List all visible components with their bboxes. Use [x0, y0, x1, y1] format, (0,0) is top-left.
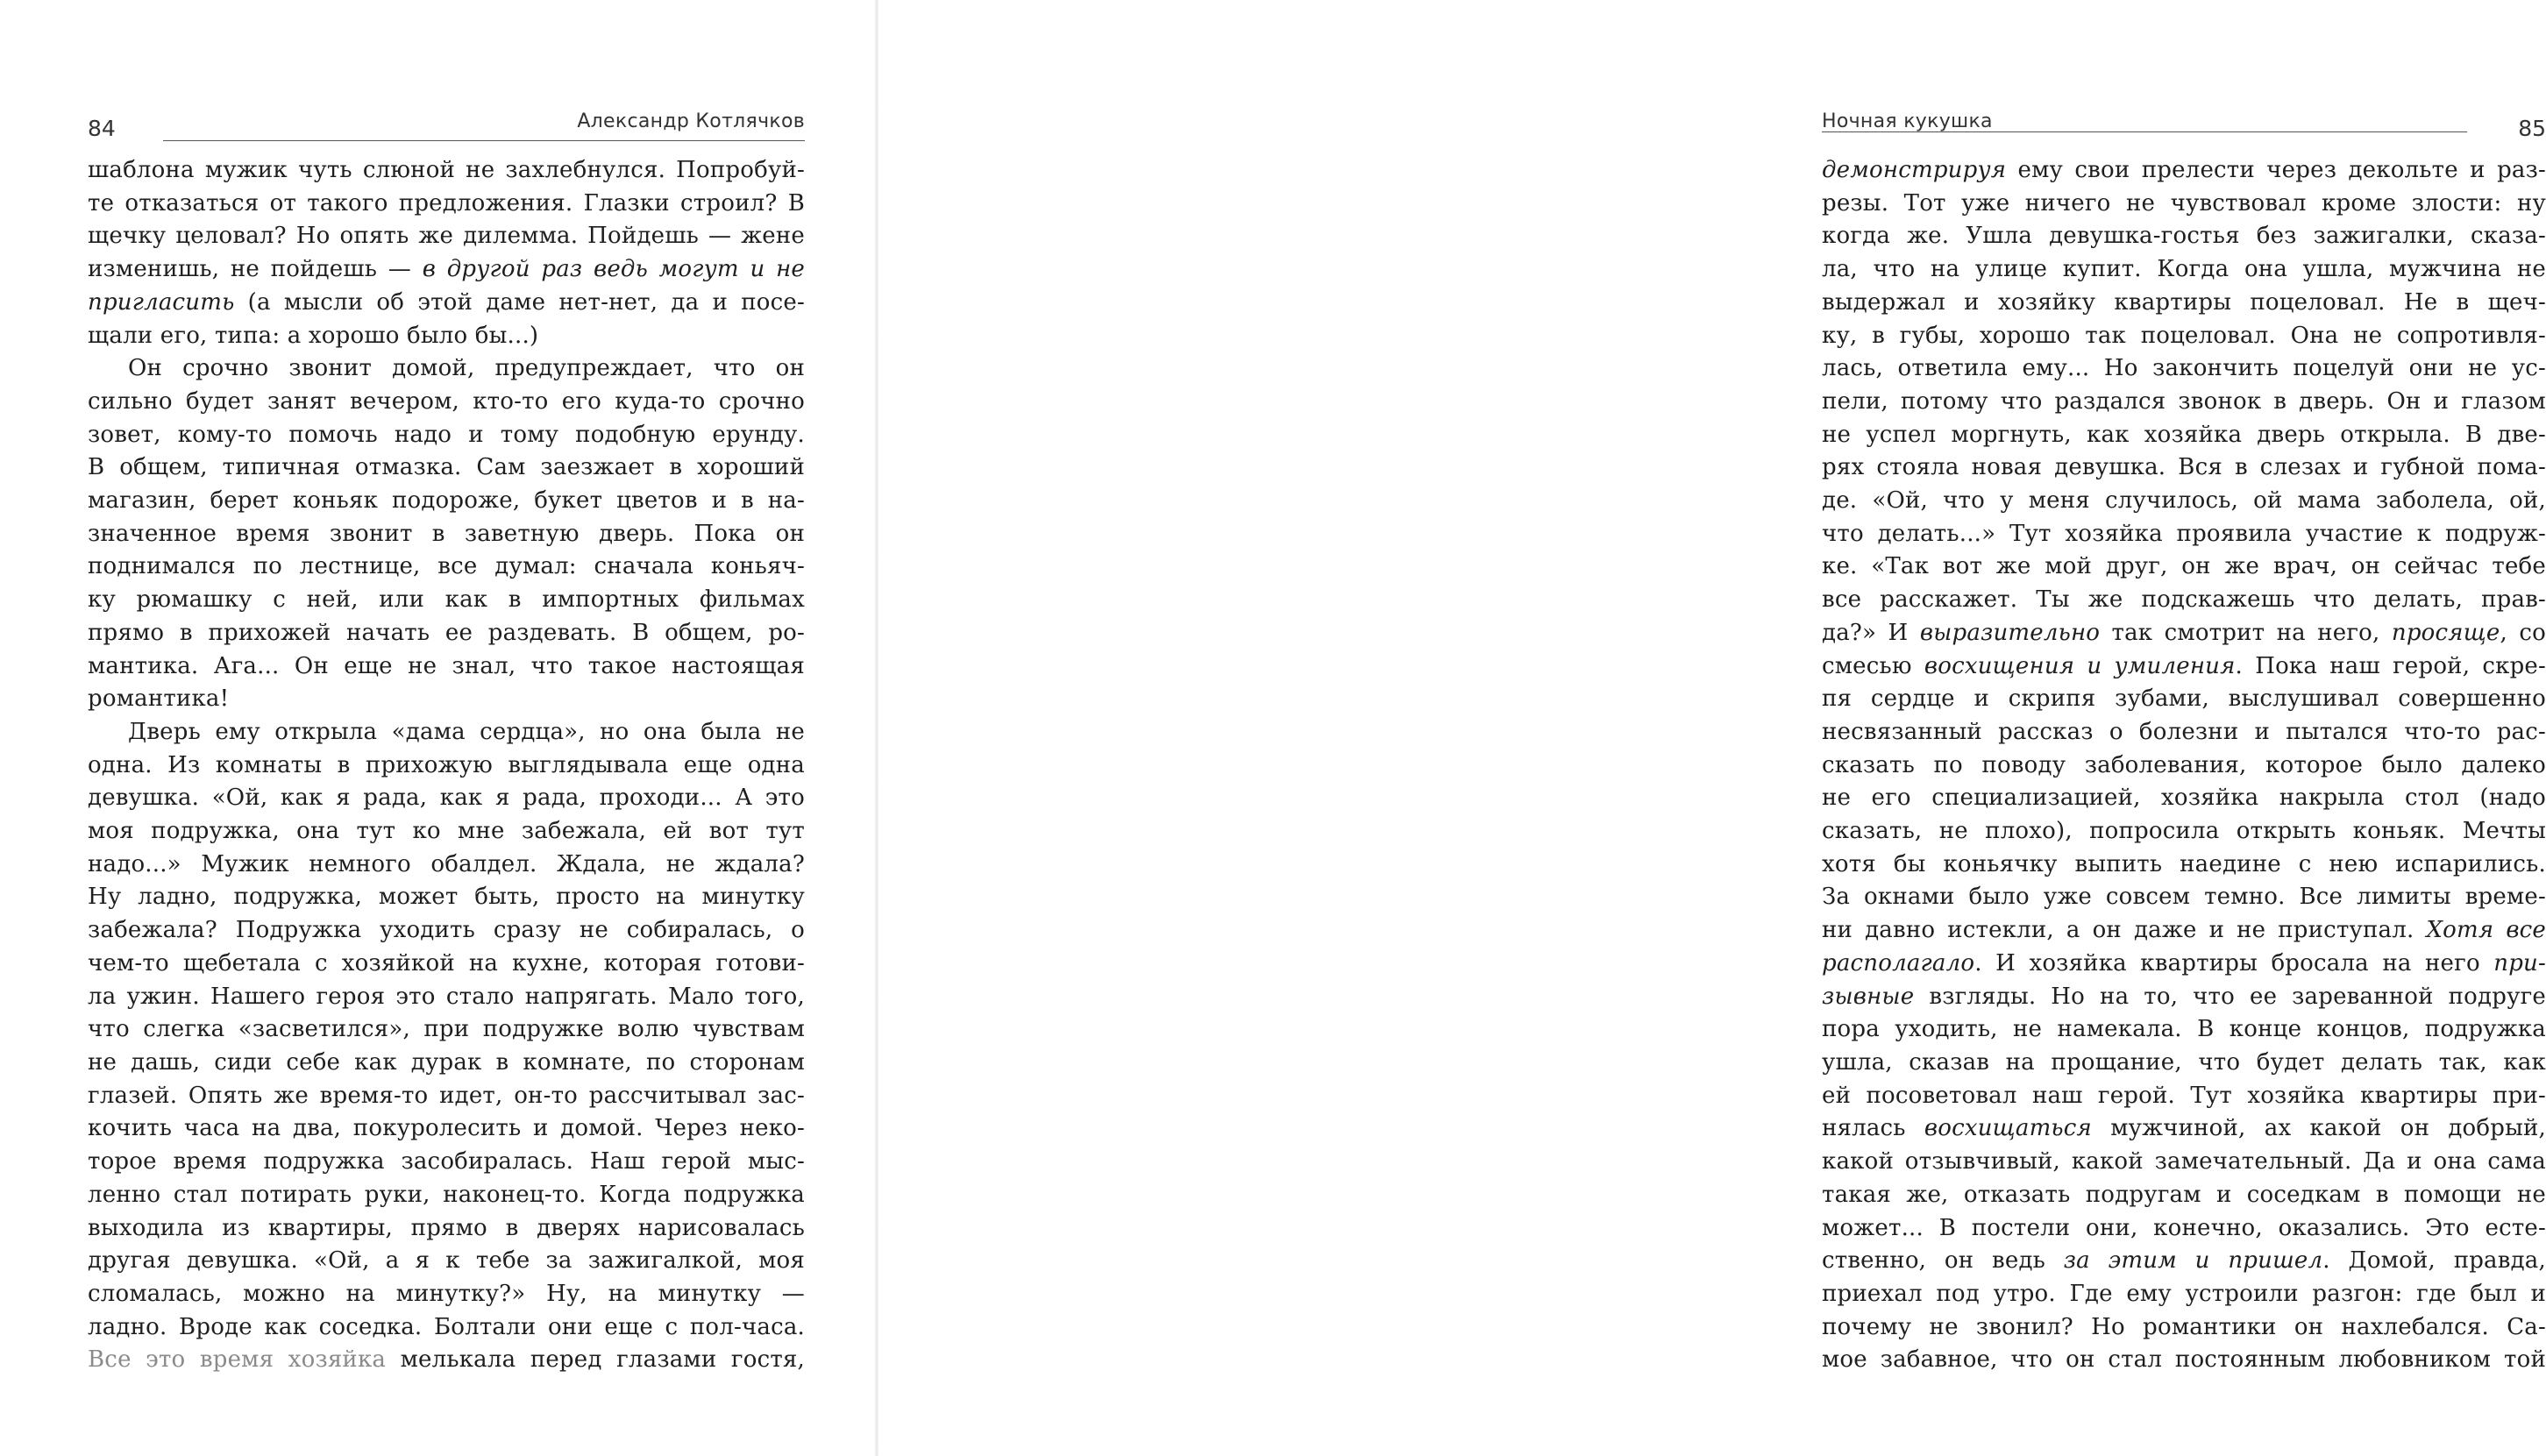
page-number: 84: [88, 116, 116, 141]
text-line: рях стояла новая девушка. Вся в слезах и губной пома-: [1822, 454, 2546, 481]
page-number: 85: [2518, 116, 2546, 141]
text-line: надо...» Мужик немного обалдел. Ждала, не ждала?: [88, 850, 805, 877]
text-line: зывные взгляды. Но на то, что ее зареванной подруге: [1822, 983, 2546, 1010]
header-rule: [163, 140, 805, 141]
text-line: значенное время звонит в заветную дверь. Пока он: [88, 520, 805, 547]
text-line: Он срочно звонит домой, предупреждает, что он: [128, 355, 805, 382]
text-line: поднимался по лестнице, все думал: сначала коньяч-: [88, 553, 805, 580]
text-line: забежала? Подружка уходить сразу не собиралась, о: [88, 917, 805, 944]
text-line: ей посоветовал наш герой. Тут хозяйка квартиры при-: [1822, 1082, 2546, 1109]
text-line: что делать...» Тут хозяйка проявила участие к подруж-: [1822, 520, 2546, 547]
text-line: может... В постели они, конечно, оказались. Это есте-: [1822, 1214, 2546, 1241]
text-line: ку, в губы, хорошо так поцеловал. Она не сопротивля-: [1822, 322, 2546, 349]
text-line: За окнами было уже совсем темно. Все лимиты време-: [1822, 884, 2546, 911]
text-line: такая же, отказать подругам и соседкам в помощи не: [1822, 1181, 2546, 1208]
text-line: глазей. Опять же время-то идет, он-то рассчитывал зас-: [88, 1082, 805, 1109]
left-page: [0, 0, 877, 1456]
text-line: ни давно истекли, а он даже и не приступал. Хотя все: [1822, 917, 2546, 944]
text-line: щечку целовал? Но опять же дилемма. Пойдешь — жене: [88, 223, 805, 250]
text-line: прямо в прихожей начать ее раздевать. В общем, ро-: [88, 619, 805, 646]
text-line: ственно, он ведь за этим и пришел. Домой, правда,: [1822, 1247, 2546, 1275]
running-head: Ночная кукушка: [1822, 110, 1993, 132]
header-rule: [1822, 131, 2467, 132]
right-page-header: [1822, 105, 2546, 149]
text-line: пора уходить, не намекала. В конце концов, подружка: [1822, 1016, 2546, 1043]
text-line: торое время подружка засобиралась. Наш герой мыс-: [88, 1148, 805, 1175]
text-line: Все это время хозяйка мелькала перед глазами гостя,: [88, 1346, 805, 1374]
text-line: щали его, типа: а хорошо было бы...): [88, 322, 539, 349]
text-line: пели, потому что раздался звонок в дверь. Он и глазом: [1822, 387, 2546, 415]
text-line: сказать по поводу заболевания, которое было далеко: [1822, 751, 2546, 778]
right-page: [877, 0, 2546, 1456]
text-line: все расскажет. Ты же подскажешь что делать, прав-: [1822, 586, 2546, 614]
text-line: ушла, сказав на прощание, что будет делать так, как: [1822, 1048, 2546, 1076]
text-line: пригласить (а мысли об этой даме нет-нет, да и посе-: [88, 288, 805, 316]
text-line: что слегка «засветился», при подружке волю чувствам: [88, 1016, 805, 1043]
text-line: В общем, типичная отмазка. Сам заезжает в хороший: [88, 454, 805, 481]
text-line: шаблона мужик чуть слюной не захлебнулся. Попробуй-: [88, 157, 805, 183]
text-line: моя подружка, она тут ко мне забежала, ей вот тут: [88, 818, 805, 845]
page-text: [88, 154, 805, 1377]
text-line: ленно стал потирать руки, наконец-то. Когда подружка: [88, 1181, 805, 1208]
text-line: не успел моргнуть, как хозяйка дверь открыла. В две-: [1822, 421, 2546, 448]
running-head: Александр Котлячков: [577, 110, 805, 132]
text-line: девушка. «Ой, как я рада, как я рада, проходи... А это: [88, 785, 805, 812]
text-line: хотя бы коньячку выпить наедине с нею испарились.: [1822, 850, 2546, 877]
text-line: Ну ладно, подружка, может быть, просто на минутку: [88, 884, 805, 911]
text-line: располагало. И хозяйка квартиры бросала на него при-: [1822, 949, 2546, 977]
text-line: приехал под утро. Где ему устроили разгон: где был и: [1822, 1280, 2546, 1307]
text-line: выходила из квартиры, прямо в дверях нарисовалась: [88, 1214, 805, 1241]
text-line: изменишь, не пойдешь — в другой раз ведь могут и не: [88, 256, 806, 283]
text-line: ладно. Вроде как соседка. Болтали они еще с пол-часа.: [88, 1313, 805, 1340]
text-line: магазин, берет коньяк подороже, букет цветов и в на-: [88, 487, 805, 515]
text-line: да?» И выразительно так смотрит на него, просяще, со: [1822, 619, 2546, 646]
text-line: ку рюмашку с ней, или как в импортных фильмах: [88, 586, 805, 614]
text-line: резы. Тот уже ничего не чувствовал кроме злости: ну: [1822, 189, 2546, 217]
text-line: сказать, не плохо), попросила открыть коньяк. Мечты: [1822, 818, 2546, 845]
text-line: Дверь ему открыла «дама сердца», но она была не: [128, 718, 805, 745]
text-line: нялась восхищаться мужчиной, ах какой он добрый,: [1822, 1115, 2546, 1142]
text-line: несвязанный рассказ о болезни и пытался что-то рас-: [1822, 718, 2546, 745]
page-text: [1822, 154, 2546, 1377]
text-line: выдержал и хозяйку квартиры поцеловал. Не в щеч-: [1822, 288, 2546, 316]
text-line: зовет, кому-то помочь надо и тому подобную ерунду.: [88, 421, 805, 448]
text-line: те отказаться от такого предложения. Глазки строил? В: [88, 189, 805, 217]
text-line: лась, ответила ему... Но закончить поцелуй они не ус-: [1822, 355, 2546, 382]
text-line: сильно будет занят вечером, кто-то его куда-то срочно: [88, 387, 805, 415]
text-line: де. «Ой, что у меня случилось, ой мама заболела, ой,: [1822, 487, 2546, 515]
text-line: мантика. Ага... Он еще не знал, что такое настоящая: [88, 652, 805, 679]
text-line: смесью восхищения и умиления. Пока наш герой, скре-: [1822, 652, 2546, 679]
text-line: кочить часа на два, покуролесить и домой. Через неко-: [88, 1115, 805, 1142]
text-line: почему не звонил? Но романтики он нахлебался. Са-: [1822, 1313, 2546, 1340]
text-line: когда же. Ушла девушка-гостья без зажигалки, сказа-: [1822, 223, 2546, 250]
left-page-header: [88, 105, 805, 149]
text-line: какой отзывчивый, какой замечательный. Да и она сама: [1822, 1148, 2546, 1175]
text-line: сломалась, можно на минутку?» Ну, на минутку —: [88, 1280, 805, 1307]
text-line: мое забавное, что он стал постоянным любовником той: [1822, 1346, 2546, 1374]
text-line: чем-то щебетала с хозяйкой на кухне, которая готови-: [88, 949, 805, 977]
text-line: ла ужин. Нашего героя это стало напрягать. Мало того,: [88, 983, 805, 1010]
text-line: ла, что на улице купит. Когда она ушла, мужчина не: [1822, 256, 2546, 283]
text-line: не его специализацией, хозяйка накрыла стол (надо: [1822, 785, 2546, 812]
text-line: пя сердце и скрипя зубами, выслушивал совершенно: [1822, 685, 2546, 713]
text-line: ке. «Так вот же мой друг, он же врач, он сейчас тебе: [1822, 553, 2546, 580]
text-line: другая девушка. «Ой, а я к тебе за зажигалкой, моя: [88, 1247, 805, 1275]
text-line: демонстрируя ему свои прелести через декольте и раз-: [1822, 157, 2546, 183]
text-line: не дашь, сиди себе как дурак в комнате, по сторонам: [88, 1048, 805, 1076]
text-line: романтика!: [88, 685, 230, 713]
text-line: одна. Из комнаты в прихожую выглядывала еще одна: [88, 751, 805, 778]
